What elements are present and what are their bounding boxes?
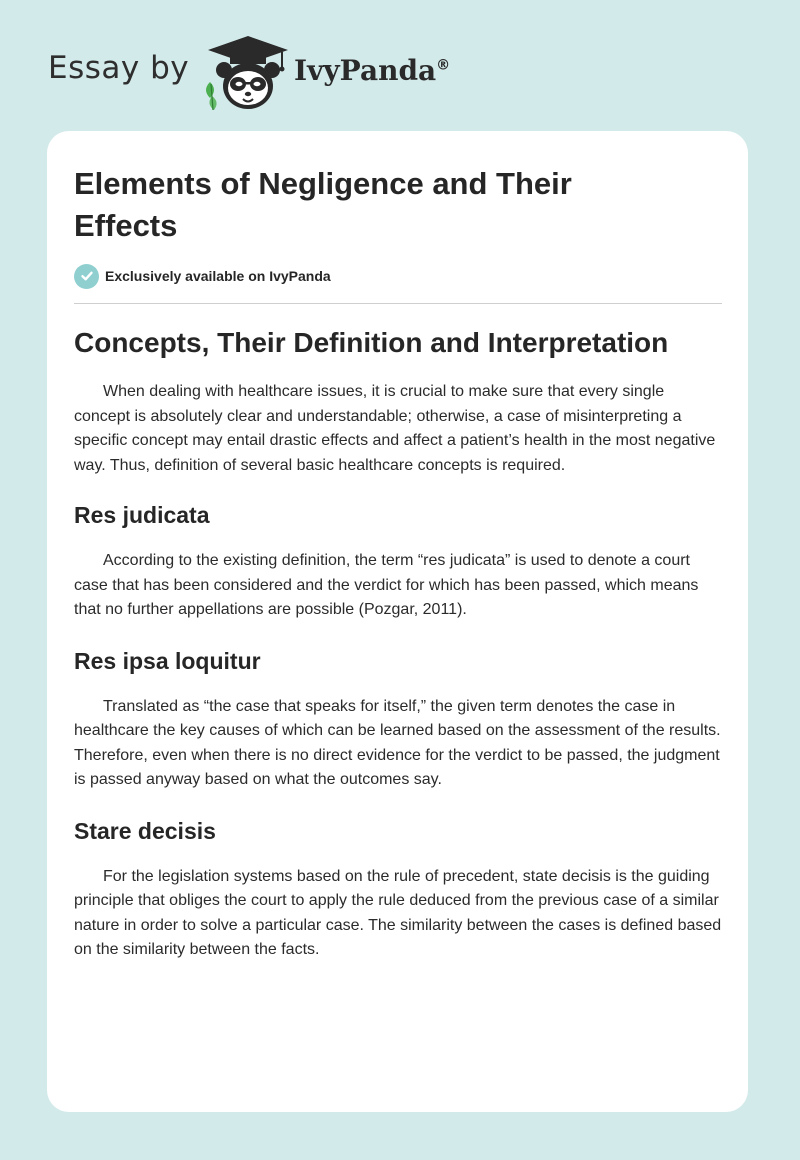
essay-by-label: Essay by bbox=[48, 50, 190, 86]
subsection-heading-res-judicata: Res judicata bbox=[74, 502, 210, 528]
section-heading: Concepts, Their Definition and Interpretation bbox=[74, 327, 669, 358]
paragraph-stare-decisis: For the legislation systems based on the rule of precedent, state decisis is the guiding principle that obliges the court to apply the rule deduced from the previous case of a similar nature in order to solve a particular case. The similarity between the cases is defined based on the similarity between the facts. bbox=[74, 867, 722, 958]
intro-paragraph: When dealing with healthcare issues, it is crucial to make sure that every single concept is absolutely clear and understandable; otherwise, a case of misinterpreting a specific concept may entail drastic effects and affect a patient’s health in the most negative way. Thus, definition of several basic healthcare concepts is required. bbox=[74, 383, 716, 474]
paragraph-res-ipsa-loquitur: Translated as “the case that speaks for itself,” the given term denotes the case in healthcare the key causes of which can be learned based on the assessment of the results. Therefore, even when there is no direct evidence for the verdict to be passed, the judgment is passed anyway based on what the outcomes say. bbox=[74, 697, 721, 788]
page-title: Elements of Negligence and Their Effects bbox=[74, 166, 572, 243]
subsection-heading-stare-decisis: Stare decisis bbox=[74, 817, 216, 844]
brand-text: IvyPanda bbox=[294, 54, 437, 87]
brand-name[interactable] bbox=[294, 54, 450, 87]
exclusive-label: Exclusively available on IvyPanda bbox=[105, 268, 331, 284]
divider bbox=[74, 303, 722, 304]
essay-card bbox=[47, 131, 748, 1112]
essay-content bbox=[74, 323, 722, 963]
exclusive-badge bbox=[74, 263, 331, 289]
site-header bbox=[48, 30, 548, 110]
registered-mark: ® bbox=[436, 57, 451, 74]
panda-logo-icon[interactable] bbox=[202, 34, 294, 114]
subsection-heading-res-ipsa-loquitur: Res ipsa loquitur bbox=[74, 647, 261, 674]
check-icon bbox=[74, 264, 99, 289]
paragraph-res-judicata: According to the existing definition, the term “res judicata” is used to denote a court case that has been considered and the verdict for which has been passed, which means that no further appellations are possible (Pozgar, 2011). bbox=[74, 552, 699, 618]
